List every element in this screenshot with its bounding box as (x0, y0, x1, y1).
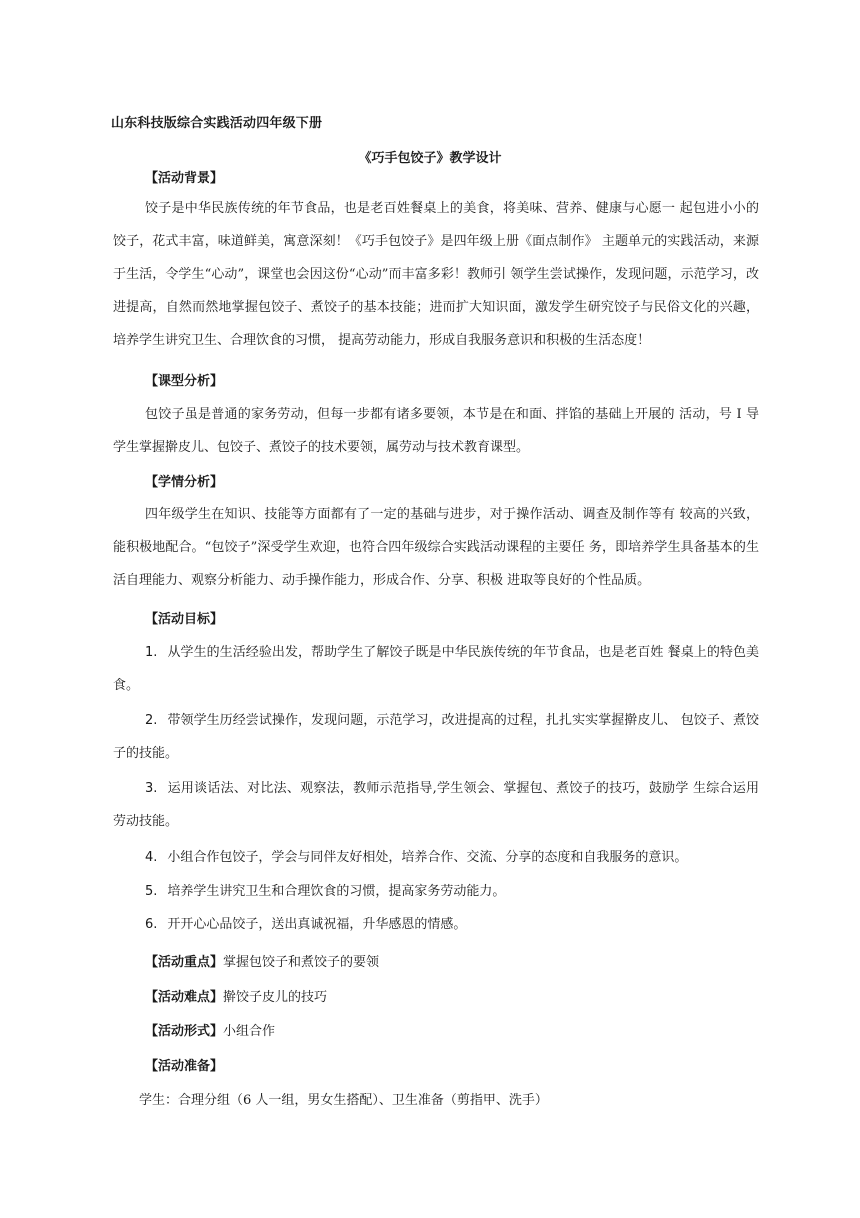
goal-text: 开开心心品饺子，送出真诚祝福，升华感恩的情感。 (167, 917, 467, 932)
key-point-line (145, 951, 379, 970)
heading-background: 【活动背景】 (145, 171, 224, 186)
goal-item-6 (113, 908, 759, 941)
goal-number: 5. (145, 884, 158, 899)
paragraph-students: 四年级学生在知识、技能等方面都有了一定的基础与进步，对于操作活动、调查及制作等有 较高的兴致，能积极地配合。“包饺子”深受学生欢迎，也符合四年级综合实践活动课程的主要任 务，即培养学生具备基本的生活自理能力、观察分析能力、动手操作能力，形成合作、分享、积极 进取等良好的个性品质。 (113, 507, 759, 588)
heading-preparation: 【活动准备】 (145, 1059, 224, 1074)
goal-number: 1. (145, 645, 158, 660)
paragraph-background: 饺子是中华民族传统的年节食品，也是老百姓餐桌上的美食，将美味、营养、健康与心愿一 起包进小小的饺子，花式丰富，味道鲜美，寓意深刻！《巧手包饺子》是四年级上册《面点制作》 主题单元的实践活动，来源于生活，令学生“心动”，课堂也会因这份“心动”而丰富多彩！教师引 领学生尝试操作，发现问题，示范学习，改进提高，自然而然地掌握包饺子、煮饺子的基本技能；进而扩大知识面，激发学生研究饺子与民俗文化的兴趣，培养学生讲究卫生、合理饮食的习惯， 提高劳动能力，形成自我服务意识和积极的生活态度！ (113, 201, 759, 348)
student-preparation-line: 学生：合理分组（6 人一组，男女生搭配）、卫生准备（剪指甲、洗手） (139, 1093, 548, 1108)
form-text: 小组合作 (223, 1024, 276, 1039)
goal-text: 从学生的生活经验出发，帮助学生了解饺子既是中华民族传统的年节食品，也是老百姓 餐桌上的特色美食。 (113, 645, 759, 693)
goal-item-2 (113, 704, 759, 770)
heading-goals: 【活动目标】 (145, 612, 224, 627)
goal-text: 培养学生讲究卫生和合理饮食的习惯，提高家务劳动能力。 (167, 884, 506, 899)
form-label: 【活动形式】 (145, 1024, 224, 1039)
paragraph-lesson-type: 包饺子虽是普通的家务劳动，但每一步都有诸多要领，本节是在和面、拌馅的基础上开展的 活动，号 I 导学生掌握擀皮儿、包饺子、煮饺子的技术要领，属劳动与技术教育课型。 (113, 407, 759, 455)
goal-number: 3. (145, 781, 158, 796)
heading-lesson-type: 【课型分析】 (145, 374, 224, 389)
goal-number: 2. (145, 713, 158, 728)
key-point-text: 掌握包饺子和煮饺子的要领 (223, 955, 380, 970)
goal-item-5 (113, 875, 759, 908)
form-line (145, 1020, 275, 1039)
goal-number: 4. (145, 850, 158, 865)
goal-item-4 (113, 841, 759, 874)
goal-text: 带领学生历经尝试操作，发现问题，示范学习，改进提高的过程，扎扎实实掌握擀皮儿、 包饺子、煮饺子的技能。 (113, 713, 759, 761)
goal-item-1 (113, 636, 759, 702)
goal-text: 小组合作包饺子，学会与同伴友好相处，培养合作、交流、分享的态度和自我服务的意识。 (167, 850, 688, 865)
goal-item-3 (113, 772, 759, 838)
document-title: 《巧手包饺子》教学设计 (358, 151, 502, 166)
difficulty-label: 【活动难点】 (145, 990, 224, 1005)
goal-number: 6. (145, 917, 158, 932)
heading-students: 【学情分析】 (145, 475, 224, 490)
document-header: 山东科技版综合实践活动四年级下册 (111, 116, 323, 131)
difficulty-text: 擀饺子皮儿的技巧 (223, 990, 328, 1005)
key-point-label: 【活动重点】 (145, 955, 224, 970)
difficulty-line (145, 986, 327, 1005)
goal-text: 运用谈话法、对比法、观察法，教师示范指导,学生领会、掌握包、煮饺子的技巧，鼓励学 生综合运用劳动技能。 (113, 781, 759, 829)
